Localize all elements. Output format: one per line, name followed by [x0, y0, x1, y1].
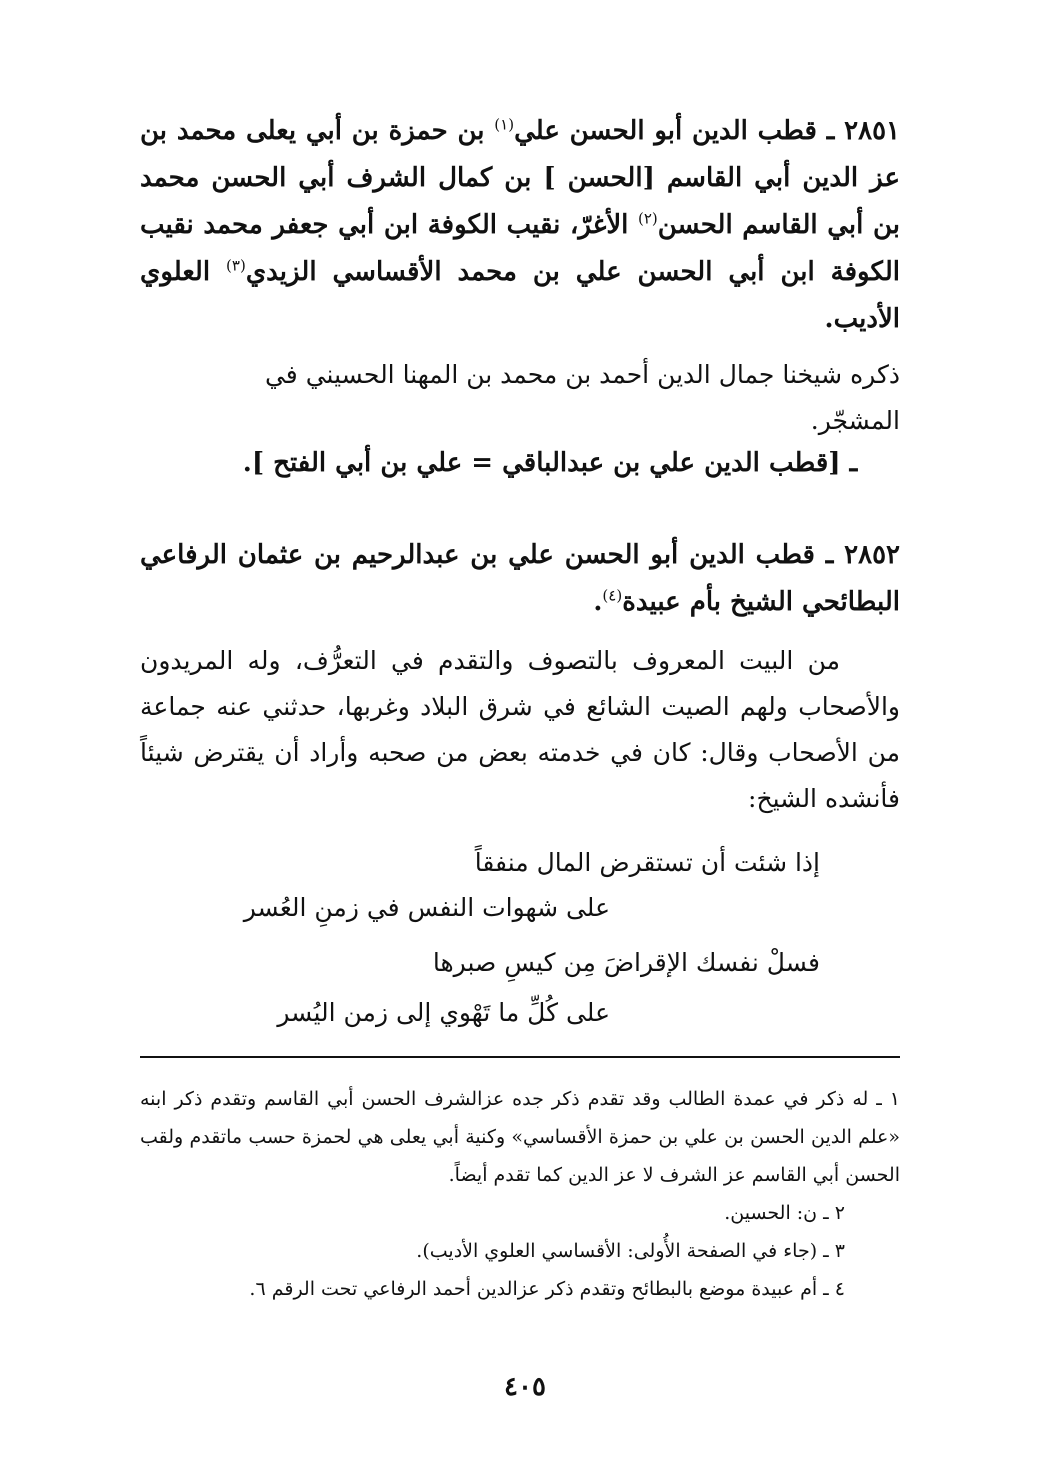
footnote-divider	[140, 1056, 900, 1058]
poem-line-1: إذا شئت أن تستقرض المال منفقاً	[474, 848, 820, 877]
crossref-entry: ـ [قطب الدين علي بن عبدالباقي = علي بن أبي الفتح ].	[242, 448, 858, 478]
entry-2851-heading-rest2: الأغرّ، نقيب الكوفة ابن أبي جعفر محمد نقيب الكوفة ابن أبي الحسن علي بن محمد الأقساسي الزيدي	[140, 210, 900, 287]
entry-2851-body: ذكره شيخنا جمال الدين أحمد بن محمد بن المهنا الحسيني في المشجّر.	[264, 360, 900, 435]
poem-line-3: فسلْ نفسك الإقراضَ مِن كيسِ صبرها	[432, 948, 820, 977]
entry-2851-heading-rest3: العلوي الأديب.	[140, 257, 900, 334]
footnote-1: ١ ـ له ذكر في عمدة الطالب وقد تقدم ذكر جده عزالشرف الحسن أبي القاسم وتقدم ذكر ابنه «علم الدين الحسن بن علي بن حمزة الأقساسي» وكنية أبي يعلى هي لحمزة حسب ماتقدم ولقب الحسن أبي القاسم عز الشرف لا عز الدين كما تقدم أيضاً.	[140, 1088, 900, 1186]
footnote-ref-1[interactable]: (١)	[494, 115, 515, 134]
entry-2851-heading-rest: بن حمزة بن أبي يعلى محمد بن عز الدين أبي القاسم [الحسن ] بن كمال الشرف أبي الحسن محمد بن أبي القاسم الحسن	[140, 116, 900, 240]
poem-line-4: على كُلِّ ما تَهْوي إلى زمن اليُسر	[277, 998, 610, 1027]
footnote-3: ٣ ـ (جاء في الصفحة الأُولى: الأقساسي العلوي الأديب).	[416, 1240, 845, 1262]
poem-line-2: على شهوات النفس في زمنِ العُسر	[243, 893, 610, 922]
footnote-4: ٤ ـ أم عبيدة موضع بالبطائح وتقدم ذكر عزالدين أحمد الرفاعي تحت الرقم ٦.	[249, 1278, 845, 1300]
page-number: ٤٠٥	[504, 1372, 546, 1402]
footnote-ref-4[interactable]: (٤)	[602, 586, 623, 605]
entry-2852-heading-end: .	[593, 587, 603, 617]
footnotes-section	[140, 1080, 900, 1308]
entry-2852-heading-text: ٢٨٥٢ ـ قطب الدين أبو الحسن علي بن عبدالرحيم بن عثمان الرفاعي البطائحي الشيخ بأم عبيدة	[140, 540, 900, 617]
footnote-ref-2[interactable]: (٢)	[637, 209, 658, 228]
entry-2851-heading	[140, 108, 900, 343]
footnote-ref-3[interactable]: (٣)	[226, 256, 246, 275]
entry-2852-heading	[140, 532, 900, 626]
footnote-2: ٢ ـ ن: الحسين.	[724, 1202, 845, 1224]
entry-2852-body: من البيت المعروف بالتصوف والتقدم في التعرُّف، وله المريدون والأصحاب ولهم الصيت الشائع في شرق البلاد وغربها، حدثني عنه جماعة من الأصحاب وقال: كان في خدمته بعض من صحبه وأراد أن يقترض شيئاً فأنشده الشيخ:	[140, 646, 900, 813]
entry-2851-heading-start: ٢٨٥١ ـ قطب الدين أبو الحسن علي	[514, 116, 900, 146]
